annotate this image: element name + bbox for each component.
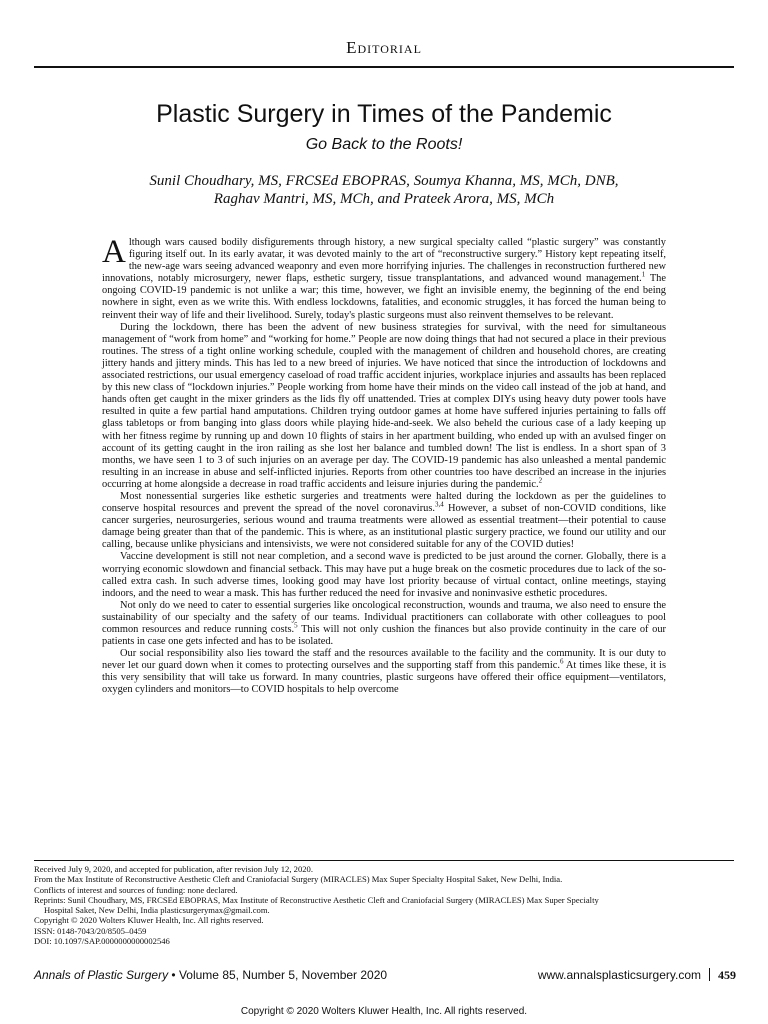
paragraph-5-text-cont: This will not only cushion the finances but also provide continuity in the care of our patients in case one gets infected and has to be isolated. (102, 624, 666, 648)
section-label: Editorial (346, 38, 422, 57)
reference-5[interactable]: 5 (294, 621, 298, 630)
paragraph-1-text-cont: The ongoing COVID-19 pandemic is not unlike a war; this time, however, we fight an invisible enemy, the beginning of the end being nowhere in sight, even as we write this. With endless lockdowns, fatalities, and economic struggles, it has forced the human being to reinvent their way of life and their livelihood. Surely, today's plastic surgeons must also reinvent themselves to be relevant. (102, 273, 666, 321)
article-body (102, 234, 666, 697)
paragraph-6-text-cont: At times like these, it is this very sensibility that will take us forward. In many countries, plastic surgeons have offered their office equipment—ventilators, oxygen cylinders and monitors—to COVID hospitals to help overcome (102, 660, 666, 696)
reprints-note-cont: Hospital Saket, New Delhi, India plasticsurgerymax@gmail.com. (44, 905, 270, 916)
paragraph-6-text: Our social responsibility also lies toward the staff and the resources available to the facility and the community. It is our duty to never let our guard down when it comes to protecting ourselves and the supporting staff from this pandemic. (102, 648, 666, 672)
paragraph-2-text: During the lockdown, there has been the advent of new business strategies for survival, with the need for simultaneous management of “work from home” and “working for home.” People are now doing things that had not secured a place in their previous routines. The stress of a tight online working schedule, coupled with the management of children and household chores, are creating jittery hands and jittery minds. This has led to a new breed of injuries. We have noticed that since the introduction of lockdowns and associated restrictions, our usual emergency caseload of road traffic accident injuries, workplace injuries and assaults has been replaced by this new class of “lockdown injuries.” People working from home have their minds on the video call instead of the job at hand, and hands often get caught in the mixer grinders as the lids fly off unattended. Tries at complex DIYs using heavy duty power tools have resulted in quite a few partial hand amputations. Children trying outdoor games at home have suffered injuries pertaining to falls off glass tabletops or from banging into glass doors while playing hide-and-seek. We also beheld the curious case of a lady keeping up with her fitness regime by running up and down 10 flights of stairs in her apartment building, who ended up with an avulsed finger on account of its getting caught in the iron railing as she lost her balance and tumbled down! The list is endless. In a short span of 3 months, we have seen 1 to 3 of such injuries on an average per day. The COVID-19 pandemic has also unleashed a mental pandemic resulting in an increase in abuse and self-inflicted injuries. Reports from other countries too have described an increase in the injuries occurring at home alongside a decrease in road traffic accidents and leisure injuries during the pandemic. (102, 321, 666, 490)
authors-line-1: Sunil Choudhary, MS, FRCSEd EBOPRAS, Soumya Khanna, MS, MCh, DNB, (149, 173, 619, 189)
journal-footer (34, 968, 736, 986)
volume-info: Volume 85, Number 5, November 2020 (178, 968, 388, 982)
paragraph-6 (102, 648, 666, 696)
copyright-note: Copyright © 2020 Wolters Kluwer Health, Inc. All rights reserved. (34, 915, 264, 926)
affiliation-note: From the Max Institute of Reconstructive Aesthetic Cleft and Craniofacial Surgery (MIRACLES) Max Super Specialty Hospital Saket, New Delhi, India. (34, 874, 563, 885)
paragraph-3-text-cont: However, a subset of non-COVID conditions, like cancer surgeries, neurosurgeries, serious wound and trauma treatments were allowed as essential treatment—their potential to cause damage being greater than that of the pandemic. This is where, as an institutional plastic surgery practice, we found our utility and our calling, because unlike physicians and intensivists, we were not considered suitable for any of the COVID duties! (102, 503, 666, 551)
issn-note: ISSN: 0148-7043/20/8505–0459 (34, 925, 147, 936)
authors-line-2: Raghav Mantri, MS, MCh, and Prateek Arora, MS, MCh (213, 191, 555, 207)
drop-cap: A (102, 234, 126, 270)
bullet-separator: • (171, 968, 176, 982)
paragraph-2 (102, 322, 666, 491)
reference-2[interactable]: 2 (538, 476, 543, 485)
paragraph-1 (102, 234, 666, 322)
footer-divider (709, 968, 710, 981)
reference-6[interactable]: 6 (559, 657, 564, 666)
reference-1[interactable]: 1 (641, 270, 646, 279)
paragraph-3-text: Most nonessential surgeries like esthetic surgeries and treatments were halted during the lockdown as per the guidelines to conserve hospital resources and prevent the spread of the novel coronavirus. (102, 490, 666, 515)
paragraph-5 (102, 600, 666, 648)
paragraph-4 (102, 551, 666, 599)
header-rule (34, 66, 734, 68)
journal-name: Annals of Plastic Surgery (34, 968, 169, 982)
bottom-copyright: Copyright © 2020 Wolters Kluwer Health, Inc. All rights reserved. (240, 1006, 528, 1017)
footnotes (34, 864, 734, 946)
page-number: 459 (718, 968, 736, 982)
paragraph-5-text: Not only do we need to cater to essential surgeries like oncological reconstruction, wounds and trauma, we also need to ensure the sustainability of our specialty and the safety of our teams. Individual practitioners can collaborate with other colleagues to pool common resources and reduce running costs. (102, 599, 666, 635)
doi-note: DOI: 10.1097/SAP.0000000000002546 (34, 936, 170, 947)
journal-citation (34, 968, 387, 982)
journal-url-page (538, 968, 736, 983)
footnote-rule (34, 860, 734, 861)
article-subtitle: Go Back to the Roots! (305, 136, 463, 153)
conflicts-note: Conflicts of interest and sources of funding: none declared. (34, 884, 238, 895)
article-title: Plastic Surgery in Times of the Pandemic (156, 100, 612, 128)
paragraph-3 (102, 491, 666, 551)
received-note: Received July 9, 2020, and accepted for publication, after revision July 12, 2020. (34, 864, 313, 874)
journal-url[interactable]: www.annalsplasticsurgery.com (537, 968, 701, 982)
reference-3-4[interactable]: 3,4 (435, 500, 444, 509)
paragraph-4-text: Vaccine development is still not near completion, and a second wave is predicted to be just around the corner. Globally, there is a worrying economic slowdown and financial setback. This may have put a huge break on the cosmetic procedures due to lack of the so-called extra cash. In such adverse times, looking good may have lost priority because of virtual contact, online meetings, staying indoors, and the need to wear a mask. This has further reduced the need for invasive and noninvasive esthetic procedures. (102, 551, 666, 599)
reprints-note: Reprints: Sunil Choudhary, MS, FRCSEd EBOPRAS, Max Institute of Reconstructive Aesthetic Cleft and Craniofacial Surgery (MIRACLES) Max Super Specialty (34, 894, 599, 905)
paragraph-1-text: lthough wars caused bodily disfigurements through history, a new surgical specialty called “plastic surgery” was constantly figuring itself out. In its early avatar, it was devoted mainly to the art of “reconstructive surgery.” History kept repeating itself, the new-age wars seeing advanced weaponry and even more horrifying injuries. The challenges in reconstruction furthered new innovations, notably microsurgery, newer flaps, esthetic surgery, tissue transplantations, and advanced wound management. (102, 237, 666, 285)
author-list (100, 172, 668, 208)
